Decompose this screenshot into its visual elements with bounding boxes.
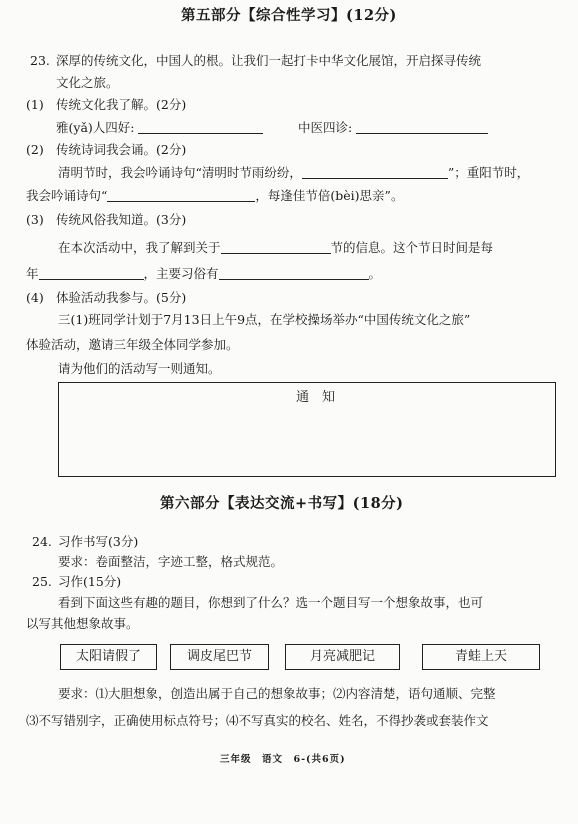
q24-requirement: 要求：卷面整洁，字迹工整，格式规范。 — [58, 554, 284, 569]
q24-title: 习作书写(3分) — [58, 534, 139, 549]
q23-intro-text1: 深厚的传统文化，中国人的根。让我们一起打卡中华文化展馆，开启探寻传统 — [56, 53, 482, 68]
q25-prompt-line1: 看到下面这些有趣的题目，你想到了什么？选一个题目写一个想象故事，也可 — [58, 595, 484, 610]
q23-number: 23. — [30, 53, 50, 68]
q23-sub4-line1: 三(1)班同学计划于7月13日上午9点，在学校操场举办“中国传统文化之旅” — [58, 312, 471, 327]
topic-option-2[interactable]: 调皮尾巴节 — [170, 644, 269, 670]
q25-title: 习作(15分) — [58, 574, 122, 589]
q23-intro-line2: 文化之旅。 — [56, 75, 119, 90]
q23-sub2-line1 — [58, 165, 529, 181]
sub2-line1-pre: 清明节时，我会吟诵诗句“清明时节雨纷纷， — [58, 165, 302, 180]
q23-intro-line1 — [30, 53, 481, 69]
q23-sub1-items — [56, 120, 263, 136]
page-footer: 三年级 语文 6-(共6页) — [220, 754, 346, 765]
sub3-blank3[interactable] — [219, 266, 369, 280]
sub1-item-a-label: 雅(yǎ)人四好: — [56, 120, 135, 135]
sub2-blank1[interactable] — [302, 165, 448, 179]
sub2-number: (2) — [26, 142, 44, 157]
sub3-blank1[interactable] — [221, 240, 331, 254]
sub3-title-text: 传统风俗我知道。(3分) — [56, 212, 187, 227]
sub1-item-b-label: 中医四诊: — [298, 120, 353, 135]
sub1-item-a-blank[interactable] — [138, 120, 263, 134]
sub3-line2-pre: 年 — [26, 266, 39, 281]
sub4-number: (4) — [26, 290, 44, 305]
sub3-blank2[interactable] — [39, 266, 144, 280]
sub2-line1-post: ”；重阳节时， — [447, 165, 530, 180]
sub1-number: (1) — [26, 97, 44, 112]
q23-sub3-title — [26, 212, 186, 228]
q25-title-line — [32, 574, 121, 590]
topic-option-1[interactable]: 太阳请假了 — [60, 644, 157, 670]
sub2-line2-post: ，每逢佳节倍(bèi)思亲”。 — [255, 188, 404, 203]
q25-requirement-line2: ⑶不写错别字，正确使用标点符号；⑷不写真实的校名、姓名，不得抄袭或套装作文 — [26, 713, 489, 728]
notice-title: 通 知 — [296, 390, 336, 405]
q23-sub4-line3: 请为他们的活动写一则通知。 — [58, 361, 221, 376]
sub2-title-text: 传统诗词我会诵。(2分) — [56, 142, 187, 157]
q24-title-line — [32, 534, 138, 550]
sub4-title-text: 体验活动我参与。(5分) — [56, 290, 187, 305]
q25-requirement-line1: 要求：⑴大胆想象，创造出属于自己的想象故事；⑵内容清楚，语句通顺、完整 — [58, 686, 496, 701]
q23-sub1-title — [26, 97, 186, 113]
sub2-blank2[interactable] — [107, 188, 255, 202]
q23-sub4-title — [26, 290, 186, 306]
part6-heading: 第六部分【表达交流+书写】(18分) — [160, 495, 404, 512]
sub1-item-b-blank[interactable] — [356, 120, 488, 134]
q23-sub4-line2: 体验活动，邀请三年级全体同学参加。 — [26, 337, 239, 352]
topic-option-4[interactable]: 青蛙上天 — [422, 644, 540, 670]
sub2-line2-pre: 我会吟诵诗句“ — [26, 188, 108, 203]
q25-prompt-line2: 以写其他想象故事。 — [26, 616, 139, 631]
q23-sub1-items-b — [298, 120, 488, 136]
q24-number: 24. — [32, 534, 52, 549]
q25-number: 25. — [32, 574, 52, 589]
part5-heading: 第五部分【综合性学习】(12分) — [181, 7, 397, 24]
sub3-number: (3) — [26, 212, 44, 227]
q23-sub2-title — [26, 142, 186, 158]
q23-sub3-line2 — [26, 266, 381, 282]
topic-option-3[interactable]: 月亮减肥记 — [285, 644, 400, 670]
sub3-line1-post: 节的信息。这个节日时间是每 — [330, 240, 494, 255]
sub1-title-text: 传统文化我了解。(2分) — [56, 97, 187, 112]
q23-sub3-line1 — [58, 240, 493, 256]
sub3-line2-mid: ，主要习俗有 — [143, 266, 219, 281]
sub3-line2-post: 。 — [368, 266, 382, 281]
q23-sub2-line2 — [26, 188, 403, 204]
sub3-line1-pre: 在本次活动中，我了解到关于 — [58, 240, 221, 255]
